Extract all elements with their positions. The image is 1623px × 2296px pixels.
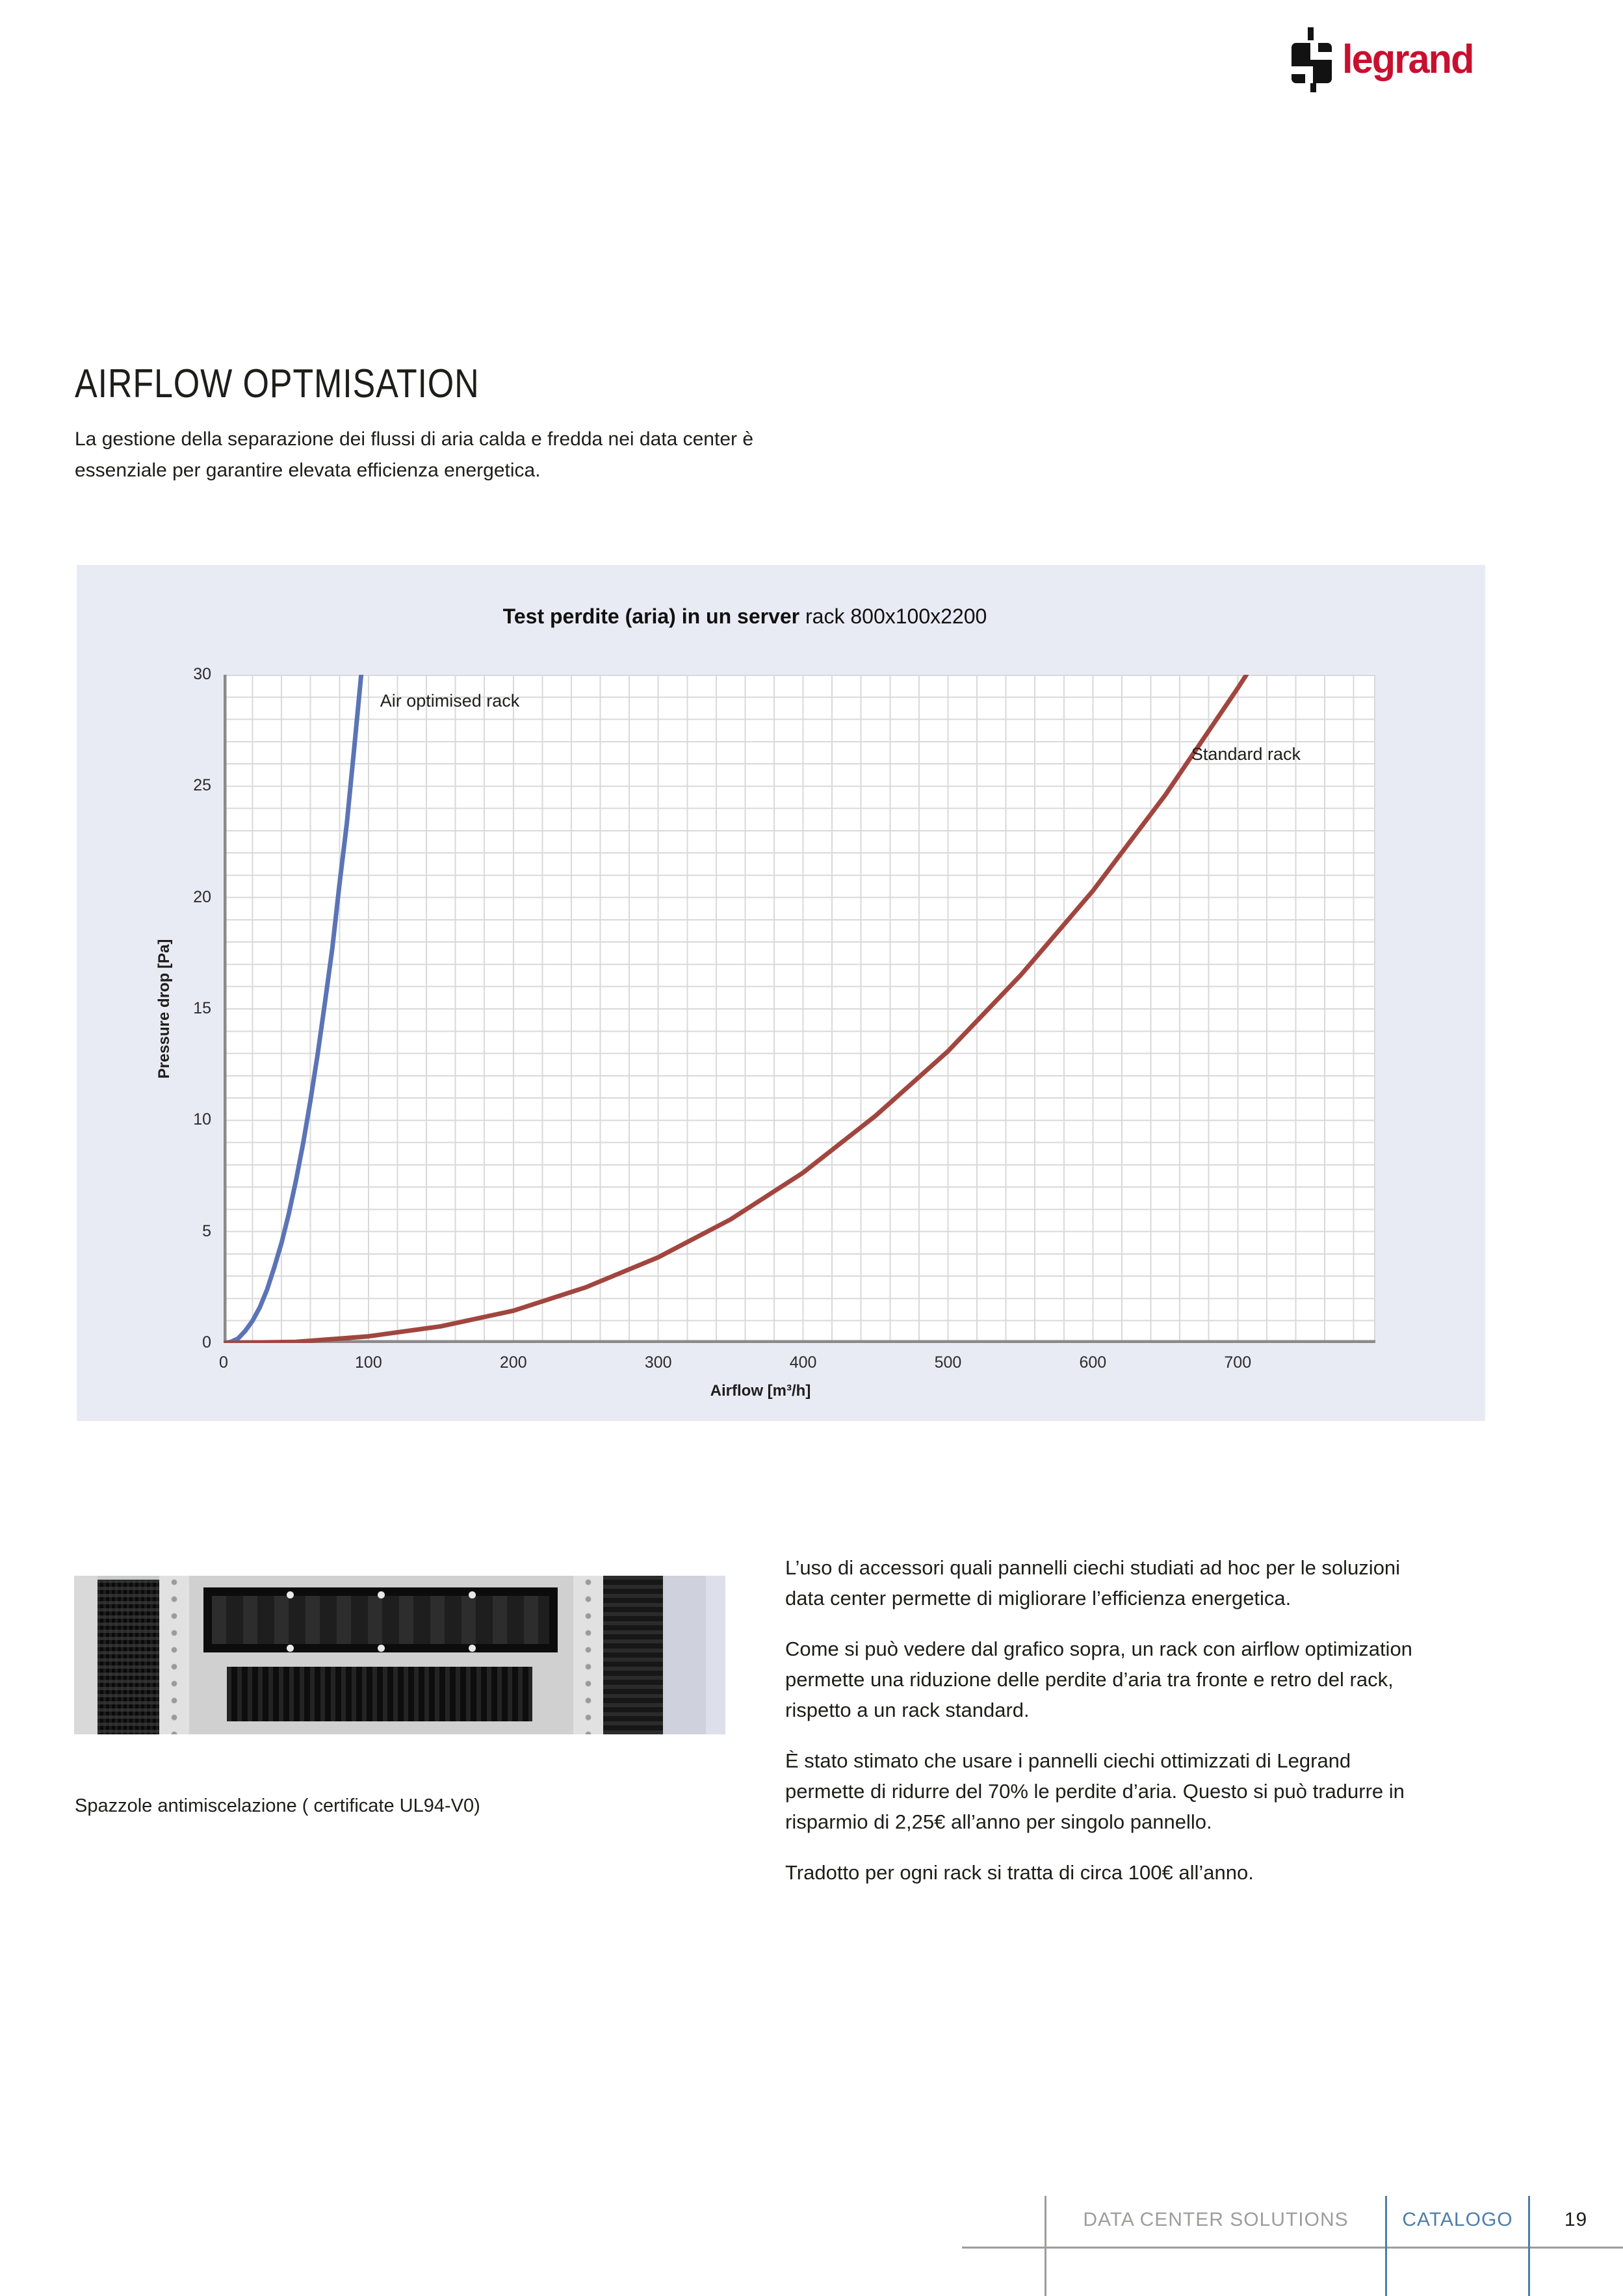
y-tick-label: 5: [202, 1221, 211, 1240]
footer-section-label: DATA CENTER SOLUTIONS: [1083, 2209, 1349, 2230]
photo-screw: [287, 1591, 294, 1598]
y-tick-label: 30: [193, 665, 211, 683]
intro-text: La gestione della separazione dei flussi di aria calda e fredda nei data center è essenziale per garantire elevata efficienza energetica.: [75, 428, 754, 481]
legrand-logo-icon: [1289, 26, 1336, 94]
chart-title: [503, 605, 987, 629]
chart-title-bold: Test perdite (aria) in un server: [502, 605, 800, 628]
x-tick-label: 500: [934, 1353, 962, 1372]
photo-screw: [469, 1645, 476, 1652]
body-text-column: [785, 1552, 1435, 1908]
chart-title-regular: rack 800x100x2200: [799, 605, 987, 628]
body-paragraph: È stato stimato che usare i pannelli ciechi ottimizzati di Legrand permette di ridurre del 70% le perdite d’aria. Questo si può tradurre in risparmio di 2,25€ all’anno per singolo pannello.: [785, 1749, 1405, 1833]
y-tick-label: 0: [202, 1333, 211, 1351]
body-paragraph: L’uso di accessori quali pannelli ciechi studiati ad hoc per le soluzioni data center permette di migliorare l’efficienza energetica.: [785, 1556, 1401, 1610]
y-tick-label: 15: [193, 999, 211, 1017]
footer-catalog-label: CATALOGO: [1402, 2209, 1513, 2230]
photo-door-highlight: [706, 1576, 725, 1734]
legrand-logo: [1289, 34, 1510, 86]
footer-horizontal-rule: [962, 2247, 1623, 2249]
product-photo: [74, 1576, 725, 1734]
photo-vertical-brush-strip: [97, 1580, 159, 1734]
legrand-brand-text: legrand: [1342, 37, 1474, 82]
page-title: AIRFLOW OPTMISATION: [75, 361, 480, 406]
body-paragraph: Tradotto per ogni rack si tratta di circa 100€ all’anno.: [785, 1861, 1254, 1884]
x-axis-label: Airflow [m³/h]: [710, 1382, 811, 1400]
photo-rack-wall: [74, 1576, 97, 1734]
series-label: Standard rack: [1191, 744, 1301, 764]
body-paragraph: Come si può vedere dal grafico sopra, un rack con airflow optimization permette una riduzione delle perdite d’aria tra fronte e retro del rack, rispetto a un rack standard.: [785, 1637, 1412, 1721]
photo-caption: Spazzole antimiscelazione ( certificate UL94-V0): [75, 1795, 480, 1816]
photo-screw: [469, 1591, 476, 1598]
x-tick-label: 700: [1224, 1353, 1252, 1372]
x-tick-label: 100: [355, 1353, 382, 1372]
footer-page-number: 19: [1564, 2209, 1588, 2230]
photo-dark-side-strip: [603, 1576, 663, 1734]
photo-brush-panel-plain: [227, 1667, 532, 1721]
y-tick-label: 20: [193, 887, 211, 906]
series-label: Air optimised rack: [380, 691, 520, 711]
photo-screw: [378, 1645, 385, 1652]
photo-screw: [287, 1645, 294, 1652]
photo-mounting-rail-left: [159, 1576, 189, 1734]
x-tick-label: 200: [499, 1353, 527, 1372]
chart-plot: [224, 675, 1375, 1343]
y-tick-label: 10: [193, 1110, 211, 1129]
x-tick-label: 0: [219, 1353, 228, 1372]
x-tick-label: 300: [644, 1353, 672, 1372]
x-tick-label: 400: [789, 1353, 817, 1372]
photo-screw: [378, 1591, 385, 1598]
y-axis-label: Pressure drop [Pa]: [155, 939, 173, 1079]
y-tick-label: 25: [193, 776, 211, 795]
photo-mounting-rail-right: [573, 1576, 603, 1734]
x-tick-label: 600: [1079, 1353, 1107, 1372]
photo-rack-panel: [189, 1576, 573, 1734]
